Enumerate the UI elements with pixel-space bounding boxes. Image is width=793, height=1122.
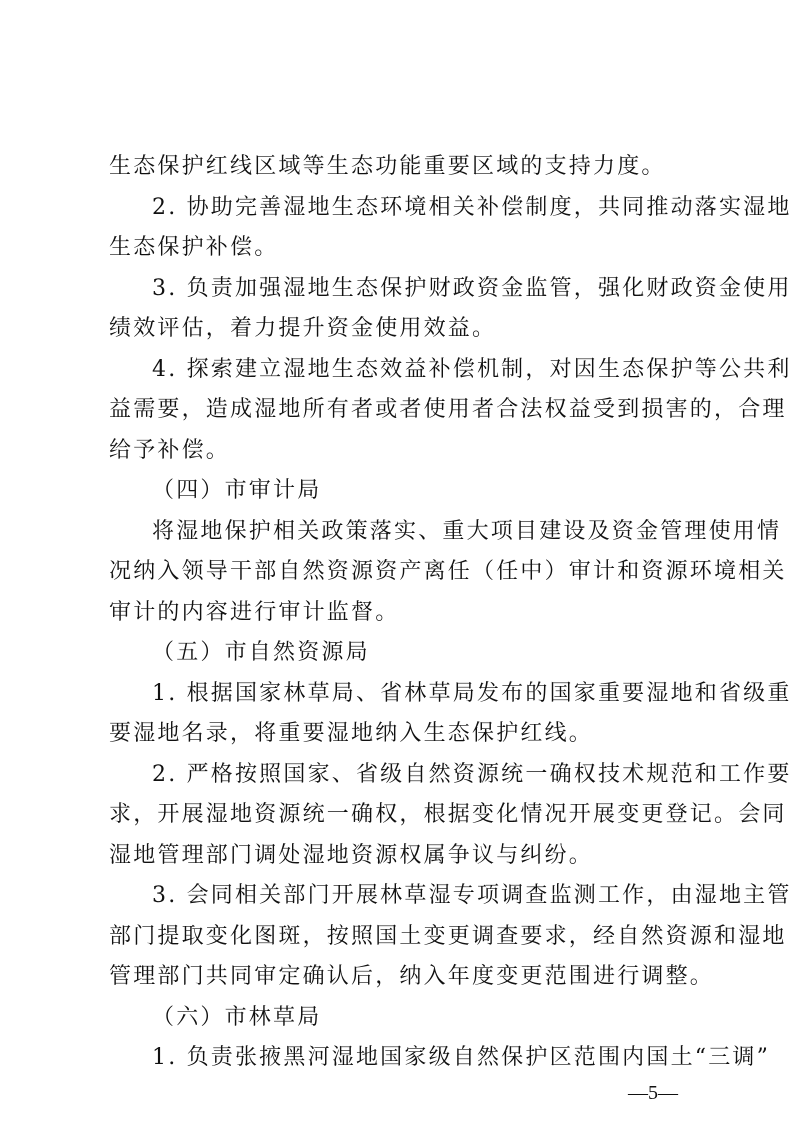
body-text-line: 求，开展湿地资源统一确权，根据变化情况开展变更登记。会同 — [109, 802, 787, 827]
body-text-line: 给予补偿。 — [109, 438, 231, 463]
section-heading: （六）市林草局 — [152, 1005, 322, 1030]
body-text-line: 部门提取变化图斑，按照国土变更调查要求，经自然资源和湿地 — [109, 924, 787, 949]
body-text-line: 要湿地名录，将重要湿地纳入生态保护红线。 — [109, 721, 594, 746]
section-heading: （四）市审计局 — [152, 478, 322, 503]
body-text-line: 湿地管理部门调处湿地资源权属争议与纠纷。 — [109, 843, 594, 868]
body-text-line: 审计的内容进行审计监督。 — [109, 600, 400, 625]
body-text-line: 将湿地保护相关政策落实、重大项目建设及资金管理使用情 — [152, 519, 782, 544]
body-text-line: 3. 负责加强湿地生态保护财政资金监管，强化财政资金使用 — [152, 276, 792, 301]
section-heading: （五）市自然资源局 — [152, 640, 370, 665]
body-text-line: 生态保护红线区域等生态功能重要区域的支持力度。 — [109, 154, 666, 179]
body-text-line: 绩效评估，着力提升资金使用效益。 — [109, 316, 497, 341]
body-text-line: 3. 会同相关部门开展林草湿专项调查监测工作，由湿地主管 — [152, 883, 792, 908]
body-text-line: 2. 严格按照国家、省级自然资源统一确权技术规范和工作要 — [152, 762, 792, 787]
body-text-line: 2. 协助完善湿地生态环境相关补偿制度，共同推动落实湿地 — [152, 195, 792, 220]
body-text-line: 1. 负责张掖黑河湿地国家级自然保护区范围内国土“三调” — [152, 1045, 771, 1070]
body-text-line: 况纳入领导干部自然资源资产离任（任中）审计和资源环境相关 — [109, 559, 787, 584]
body-text-line: 1. 根据国家林草局、省林草局发布的国家重要湿地和省级重 — [152, 681, 792, 706]
body-text-line: 益需要，造成湿地所有者或者使用者合法权益受到损害的，合理 — [109, 397, 787, 422]
body-text-line: 生态保护补偿。 — [109, 235, 279, 260]
body-text-line: 4. 探索建立湿地生态效益补偿机制，对因生态保护等公共利 — [152, 357, 792, 382]
body-text-line: 管理部门共同审定确认后，纳入年度变更范围进行调整。 — [109, 964, 715, 989]
page-number: —5— — [628, 1082, 678, 1104]
